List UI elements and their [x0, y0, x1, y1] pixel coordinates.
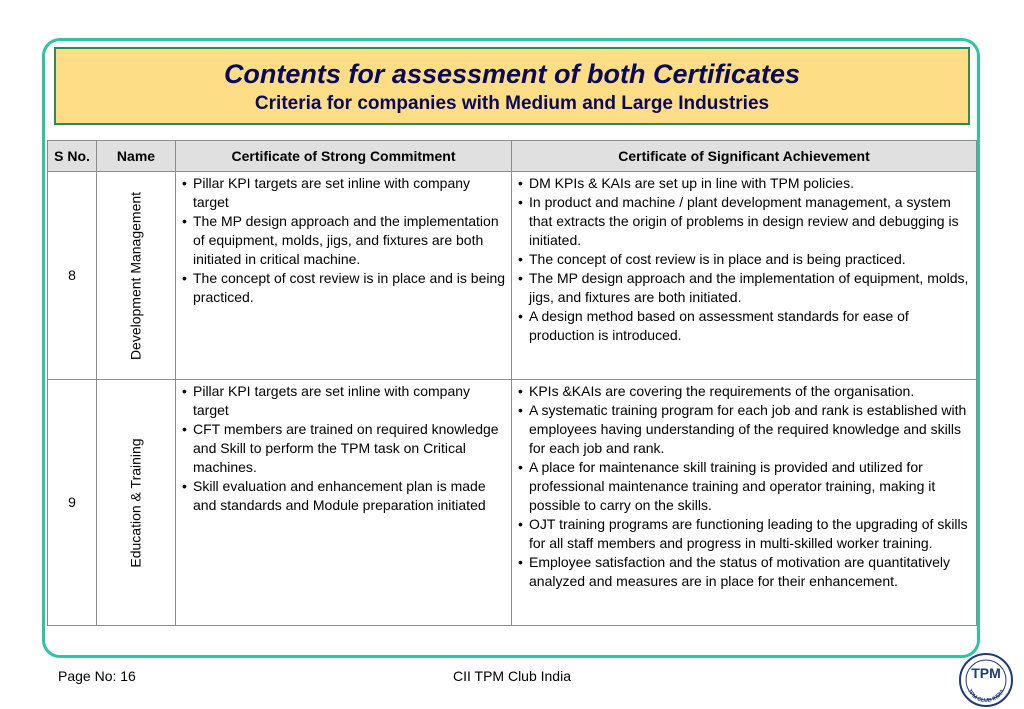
criteria-table [47, 140, 977, 626]
significant-achievement-cell [512, 380, 977, 626]
criteria-list [512, 380, 976, 593]
page-title: Contents for assessment of both Certificates [223, 59, 801, 89]
list-item: • A place for maintenance skill training is provided and utilized for professional maintenance training and operator training, making it possible to carry on the skills. [529, 458, 974, 515]
list-item: • Employee satisfaction and the status of motivation are quantitatively analyzed and measures are in place for their enhancement. [529, 553, 974, 591]
footer-org: CII TPM Club India [452, 668, 571, 684]
title-banner [54, 47, 970, 125]
header-name: Name [97, 141, 176, 172]
strong-commitment-cell [176, 172, 512, 380]
row-name-cell [97, 380, 176, 626]
logo-main-text: TPM [971, 665, 1001, 681]
significant-achievement-cell [512, 172, 977, 380]
criteria-list [176, 172, 511, 309]
list-item: • A design method based on assessment standards for ease of production is introduced. [529, 307, 974, 345]
header-significant-achievement: Certificate of Significant Achievement [512, 141, 977, 172]
row-name: Development Management [127, 191, 144, 360]
list-item: • A systematic training program for each job and rank is established with employees having understanding of the required knowledge and skills for each job and rank. [529, 401, 974, 458]
header-strong-commitment: Certificate of Strong Commitment [176, 141, 512, 172]
list-item: • The MP design approach and the implementation of equipment, molds, jigs, and fixtures are both initiated. [529, 269, 974, 307]
list-item: • The concept of cost review is in place and is being practiced. [529, 250, 974, 269]
list-item: • Skill evaluation and enhancement plan is made and standards and Module preparation initiated [193, 477, 509, 515]
tpm-club-logo [958, 652, 1014, 708]
row-sno: 9 [48, 380, 97, 626]
list-item: • Pillar KPI targets are set inline with company target [193, 174, 509, 212]
row-name: Education & Training [127, 437, 144, 568]
row-sno: 8 [48, 172, 97, 380]
list-item: • CFT members are trained on required knowledge and Skill to perform the TPM task on Critical machines. [193, 420, 509, 477]
row-name-cell [97, 172, 176, 380]
list-item: • The MP design approach and the implementation of equipment, molds, jigs, and fixtures are both initiated in critical machine. [193, 212, 509, 269]
table-row [48, 172, 977, 380]
list-item: • The concept of cost review is in place and is being practiced. [193, 269, 509, 307]
page-number: Page No: 16 [58, 668, 136, 684]
strong-commitment-cell [176, 380, 512, 626]
list-item: • Pillar KPI targets are set inline with company target [193, 382, 509, 420]
list-item: • OJT training programs are functioning leading to the upgrading of skills for all staff members and progress in multi-skilled worker training. [529, 515, 974, 553]
header-sno: S No. [48, 141, 97, 172]
criteria-list [176, 380, 511, 517]
table-row [48, 380, 977, 626]
list-item: • KPIs &KAIs are covering the requirements of the organisation. [529, 382, 974, 401]
page-subtitle: Criteria for companies with Medium and Large Industries [254, 93, 770, 114]
table-header-row [48, 141, 977, 172]
list-item: • DM KPIs & KAIs are set up in line with TPM policies. [529, 174, 974, 193]
logo-ring-text: TPM CLUB INDIA [966, 688, 1006, 704]
criteria-list [512, 172, 976, 347]
list-item: • In product and machine / plant development management, a system that extracts the origin of problems in design review and debugging is initiated. [529, 193, 974, 250]
